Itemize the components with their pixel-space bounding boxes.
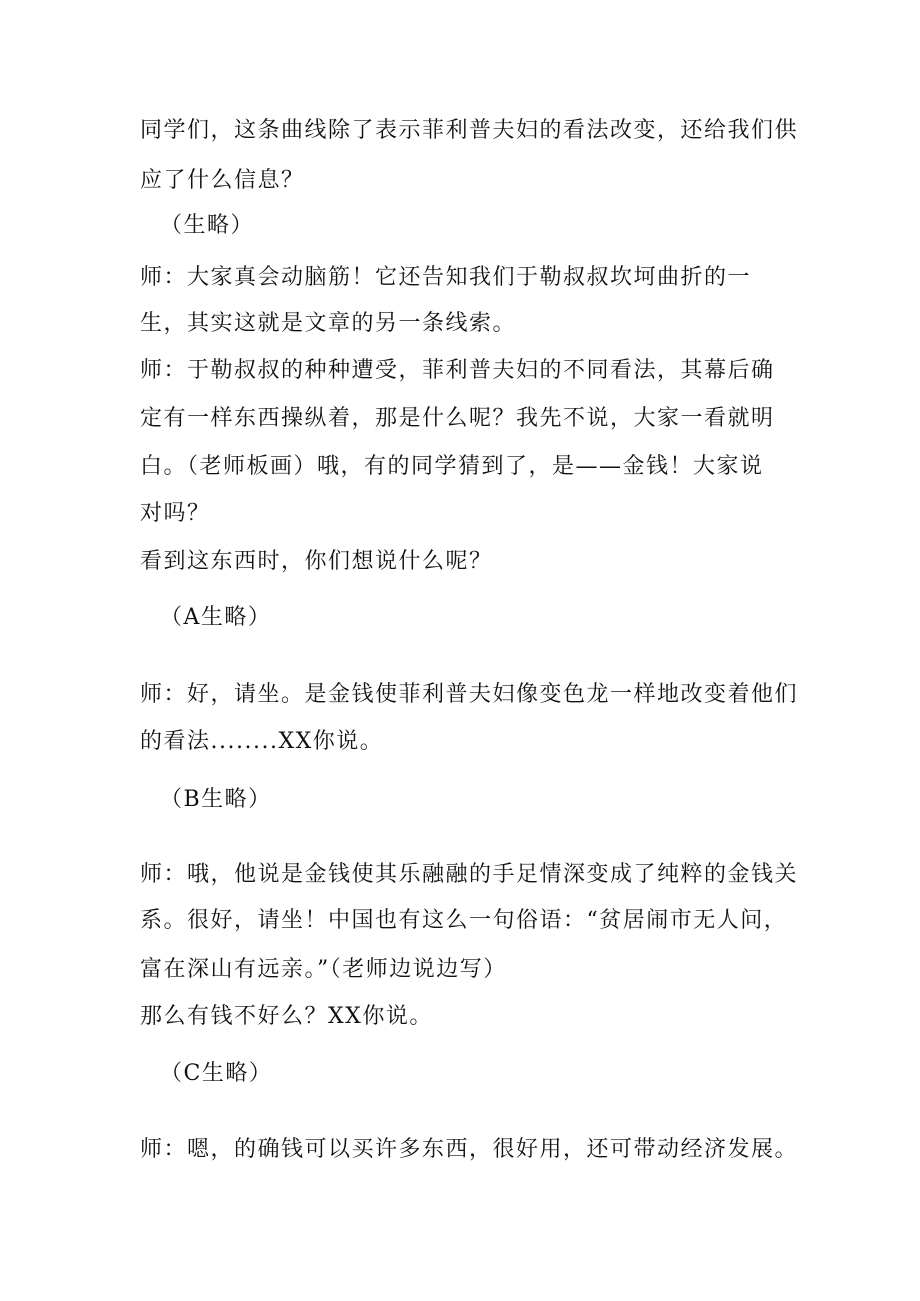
text-line-5: 生，其实这就是文章的另一条线索。 xyxy=(140,311,517,336)
text-line-12: 师：好，请坐。是金钱使菲利普夫妇像变色龙一样地改变着他们 xyxy=(140,682,799,707)
text-line-14: （B生略） xyxy=(160,787,272,812)
text-line-11: （A生略） xyxy=(160,605,272,630)
text-line-19: （C生略） xyxy=(160,1061,273,1086)
text-line-9: 对吗？ xyxy=(140,501,211,526)
text-line-6: 师：于勒叔叔的种种遭受，菲利普夫妇的不同看法，其幕后确 xyxy=(140,358,775,383)
text-line-7: 定有一样东西操纵着，那是什么呢？我先不说，大家一看就明 xyxy=(140,406,775,431)
text-line-8: 白。（老师板画）哦，有的同学猜到了，是——金钱！大家说 xyxy=(140,454,764,479)
text-line-17: 富在深山有远亲。”（老师边说边写） xyxy=(140,957,507,982)
text-line-18: 那么有钱不好么？XX你说。 xyxy=(140,1004,433,1029)
text-line-13: 的看法........XX你说。 xyxy=(140,729,384,754)
text-line-10: 看到这东西时，你们想说什么呢？ xyxy=(140,549,493,574)
text-line-2: 应了什么信息？ xyxy=(140,168,305,193)
text-line-4: 师：大家真会动脑筋！它还告知我们于勒叔叔坎坷曲折的一 xyxy=(140,265,752,290)
text-line-15: 师：哦，他说是金钱使其乐融融的手足情深变成了纯粹的金钱关 xyxy=(140,862,799,887)
text-line-16: 系。很好，请坐！中国也有这么一句俗语：“贫居闹市无人问， xyxy=(140,908,788,933)
text-line-3: （生略） xyxy=(160,213,255,238)
text-line-20: 师：嗯，的确钱可以买许多东西，很好用，还可带动经济发展。 xyxy=(140,1137,799,1162)
text-line-1: 同学们，这条曲线除了表示菲利普夫妇的看法改变，还给我们供 xyxy=(140,118,799,143)
